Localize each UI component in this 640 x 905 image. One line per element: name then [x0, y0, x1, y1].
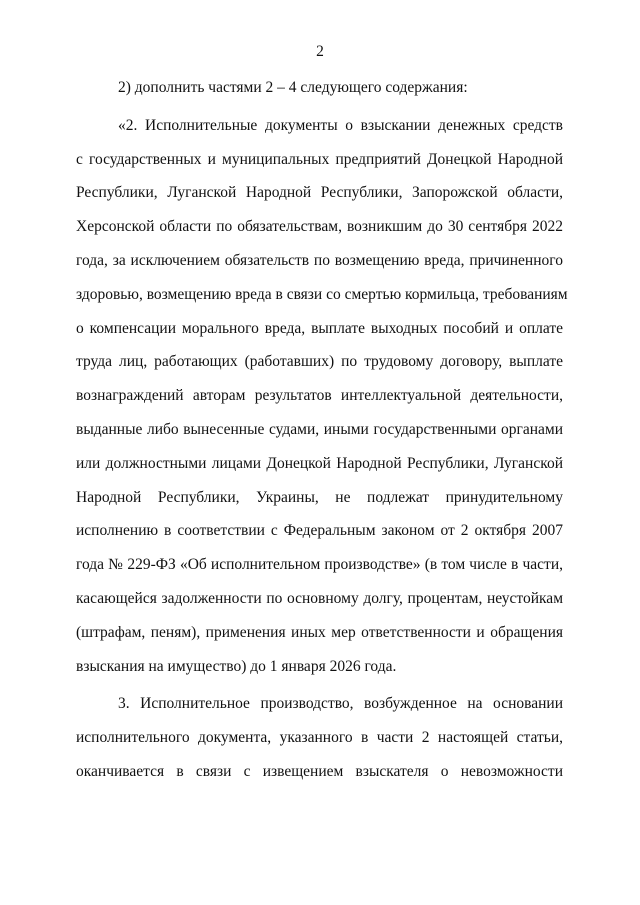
paragraph-amendment-intro — [76, 78, 563, 112]
text-line: взыскания на имущество) до 1 января 2026 года. — [76, 657, 397, 675]
text-line: Херсонской области по обязательствам, возникшим до 30 сентября 2022 — [76, 218, 563, 236]
text-line: года № 229-ФЗ «Об исполнительном производстве» (в том числе в части, — [76, 556, 563, 574]
text-line: о компенсации морального вреда, выплате выходных пособий и оплате — [76, 319, 563, 337]
text-line: 2) дополнить частями 2 – 4 следующего содержания: — [118, 79, 468, 96]
text-line: исполнению в соответствии с Федеральным законом от 2 октября 2007 — [76, 522, 563, 540]
text-line: оканчивается в связи с извещением взыскателя о невозможности — [76, 762, 563, 780]
text-line: 3. Исполнительное производство, возбужденное на основании — [118, 695, 563, 713]
text-line: с государственных и муниципальных предприятий Донецкой Народной — [76, 150, 563, 168]
text-line: Республики, Луганской Народной Республики, Запорожской области, — [76, 184, 563, 202]
text-line: Народной Республики, Украины, не подлежат принудительному — [76, 488, 563, 506]
text-line: выданные либо вынесенные судами, иными государственными органами — [76, 420, 563, 438]
text-line: здоровью, возмещению вреда в связи со смертью кормильца, требованиям — [76, 285, 568, 303]
text-line: «2. Исполнительные документы о взыскании денежных средств — [118, 116, 563, 134]
text-line: года, за исключением обязательств по возмещению вреда, причиненного — [76, 251, 563, 269]
text-line: касающейся задолженности по основному долгу, процентам, неустойкам — [76, 589, 563, 607]
text-line: вознаграждений авторам результатов интеллектуальной деятельности, — [76, 387, 563, 405]
text-line: исполнительного документа, указанного в части 2 настоящей статьи, — [76, 729, 563, 747]
page-number: 2 — [316, 43, 324, 60]
text-line: или должностными лицами Донецкой Народной Республики, Луганской — [76, 454, 563, 472]
text-line: (штрафам, пеням), применения иных мер ответственности и обращения — [76, 623, 563, 641]
paragraph-part-3 — [76, 694, 563, 795]
document-body — [76, 78, 568, 796]
text-line: труда лиц, работающих (работавших) по трудовому договору, выплате — [76, 353, 563, 371]
paragraph-part-2 — [76, 116, 568, 691]
